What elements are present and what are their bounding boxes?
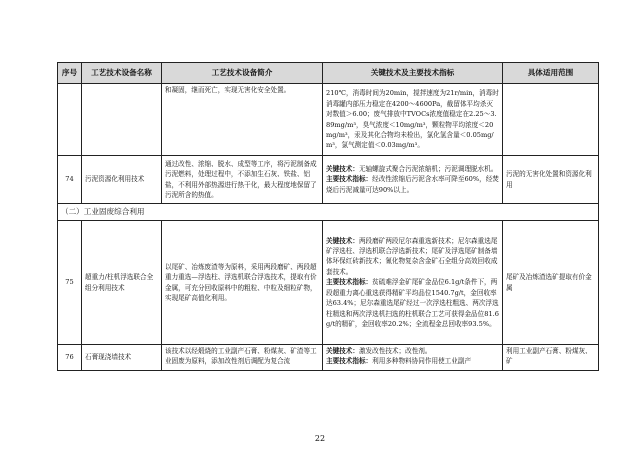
section-title: （二）工业固废综合利用: [58, 204, 599, 221]
row-scope: 利用工业副产石膏、粉煤灰、矿: [503, 345, 599, 371]
row-num: 74: [58, 156, 82, 204]
table-row: [58, 221, 599, 345]
row-num: 76: [58, 345, 82, 371]
key-text: 两段磨矿两段尼尔森重选新技术；尼尔森重选尾矿浮选柱、浮选机联合浮选新技术；尾矿及浮选尾矿制备墙体环保红砖新技术；氰化物复杂含金矿石全组分高效回收成套技术。: [326, 236, 498, 276]
key-text: 210℃，消毒时间为20min，搅拌速度为21r/min，消毒时消毒罐内部压力稳定在4200～4600Pa，截留体平均杀灭对数值＞6.00；废气排放中TVOCs浓度值稳定在2.25～3.89mg/m³，臭气浓度＜10mg/m³，颗粒物平均浓度＜20mg/m³，汞及其化合物均未检出，氯化氢含量＜0.05mg/m³，氯气测定值＜0.03mg/m³。: [326, 89, 499, 150]
row-intro: 和凝固，继而死亡，实现无害化安全处置。: [162, 84, 323, 156]
row-scope: 污泥的无害化处置和资源化利用: [503, 156, 599, 204]
main-label: 主要技术指标：: [326, 175, 373, 184]
table-row: [58, 345, 599, 371]
row-num: [58, 84, 82, 156]
header-intro: 工艺技术设备简介: [162, 63, 323, 84]
row-name: 污泥资源化利用技术: [82, 156, 162, 204]
row-name: 石膏现浇墙技术: [82, 345, 162, 371]
header-name: 工艺技术设备名称: [82, 63, 162, 84]
page-number: 22: [314, 434, 326, 443]
key-label: 关键技术：: [326, 164, 359, 173]
key-label: 关键技术：: [326, 236, 359, 245]
row-intro: 该技术以经煅烧的工业副产石膏、粉煤灰、矿渣等工业固废为原料，添加改性剂后调配为复合流: [162, 345, 323, 371]
row-scope: 尾矿及冶炼渣选矿提取有价金属: [503, 221, 599, 345]
key-label: 关键技术：: [326, 347, 359, 355]
main-label: 主要技术指标：: [326, 357, 373, 366]
row-key: [323, 345, 503, 371]
row-intro: 以尾矿、冶炼废渣等为原料，采用两段磨矿、两段超重力重选—浮选柱、浮选机联合浮选技术，提取有价金属，可充分回收原料中的粗粒、中粒及细粒矿物，实现尾矿高值化利用。: [162, 221, 323, 345]
row-scope: [503, 84, 599, 156]
header-key: 关键技术及主要技术指标: [323, 63, 503, 84]
main-text: 利用多种物料协同作用使工业副产: [372, 357, 472, 366]
main-text: 经改性浓缩后污泥含水率可降至60%，经焚烧后污泥减量可达90%以上。: [326, 175, 499, 194]
row-key: [323, 221, 503, 345]
section-row: [58, 204, 599, 221]
key-text: 激发改性技术；改性剂。: [358, 347, 432, 355]
row-name: 超重力/柱机浮选联合全组分利用技术: [82, 221, 162, 345]
header-scope: 具体适用范围: [503, 63, 599, 84]
technology-table: [57, 62, 599, 371]
key-text: 无轴螺旋式聚合污泥浓缩机；污泥调理脱水机。: [358, 164, 498, 173]
row-num: 75: [58, 221, 82, 345]
table-row: [58, 156, 599, 204]
row-key: [323, 156, 503, 204]
table-header-row: [58, 63, 599, 84]
main-label: 主要技术指标：: [326, 278, 373, 287]
row-intro: 通过改性、浓缩、脱水、成型等工序，将污泥制备成污泥燃料，处理过程中，不添加生石灰、铁盐、铝盐，不利用外部热源进行热干化，最大程度地保留了污泥所含的热值。: [162, 156, 323, 204]
row-key: [323, 84, 503, 156]
header-num: 序号: [58, 63, 82, 84]
row-name: [82, 84, 162, 156]
main-text: 贫硫难浮金矿尾矿金品位6.1g/t条件下，两段超重力离心重选获得精矿平均品位1540.7g/t，金回收率达63.4%；尼尔森重选尾矿经过一次浮选柱粗选、两次浮选柱精选和两次浮选机扫选的柱机联合工艺可获得金品位81.6g/t的精矿，金回收率20.2%；全流程金总回收率93.5%。: [326, 278, 499, 328]
table-row: [58, 84, 599, 156]
